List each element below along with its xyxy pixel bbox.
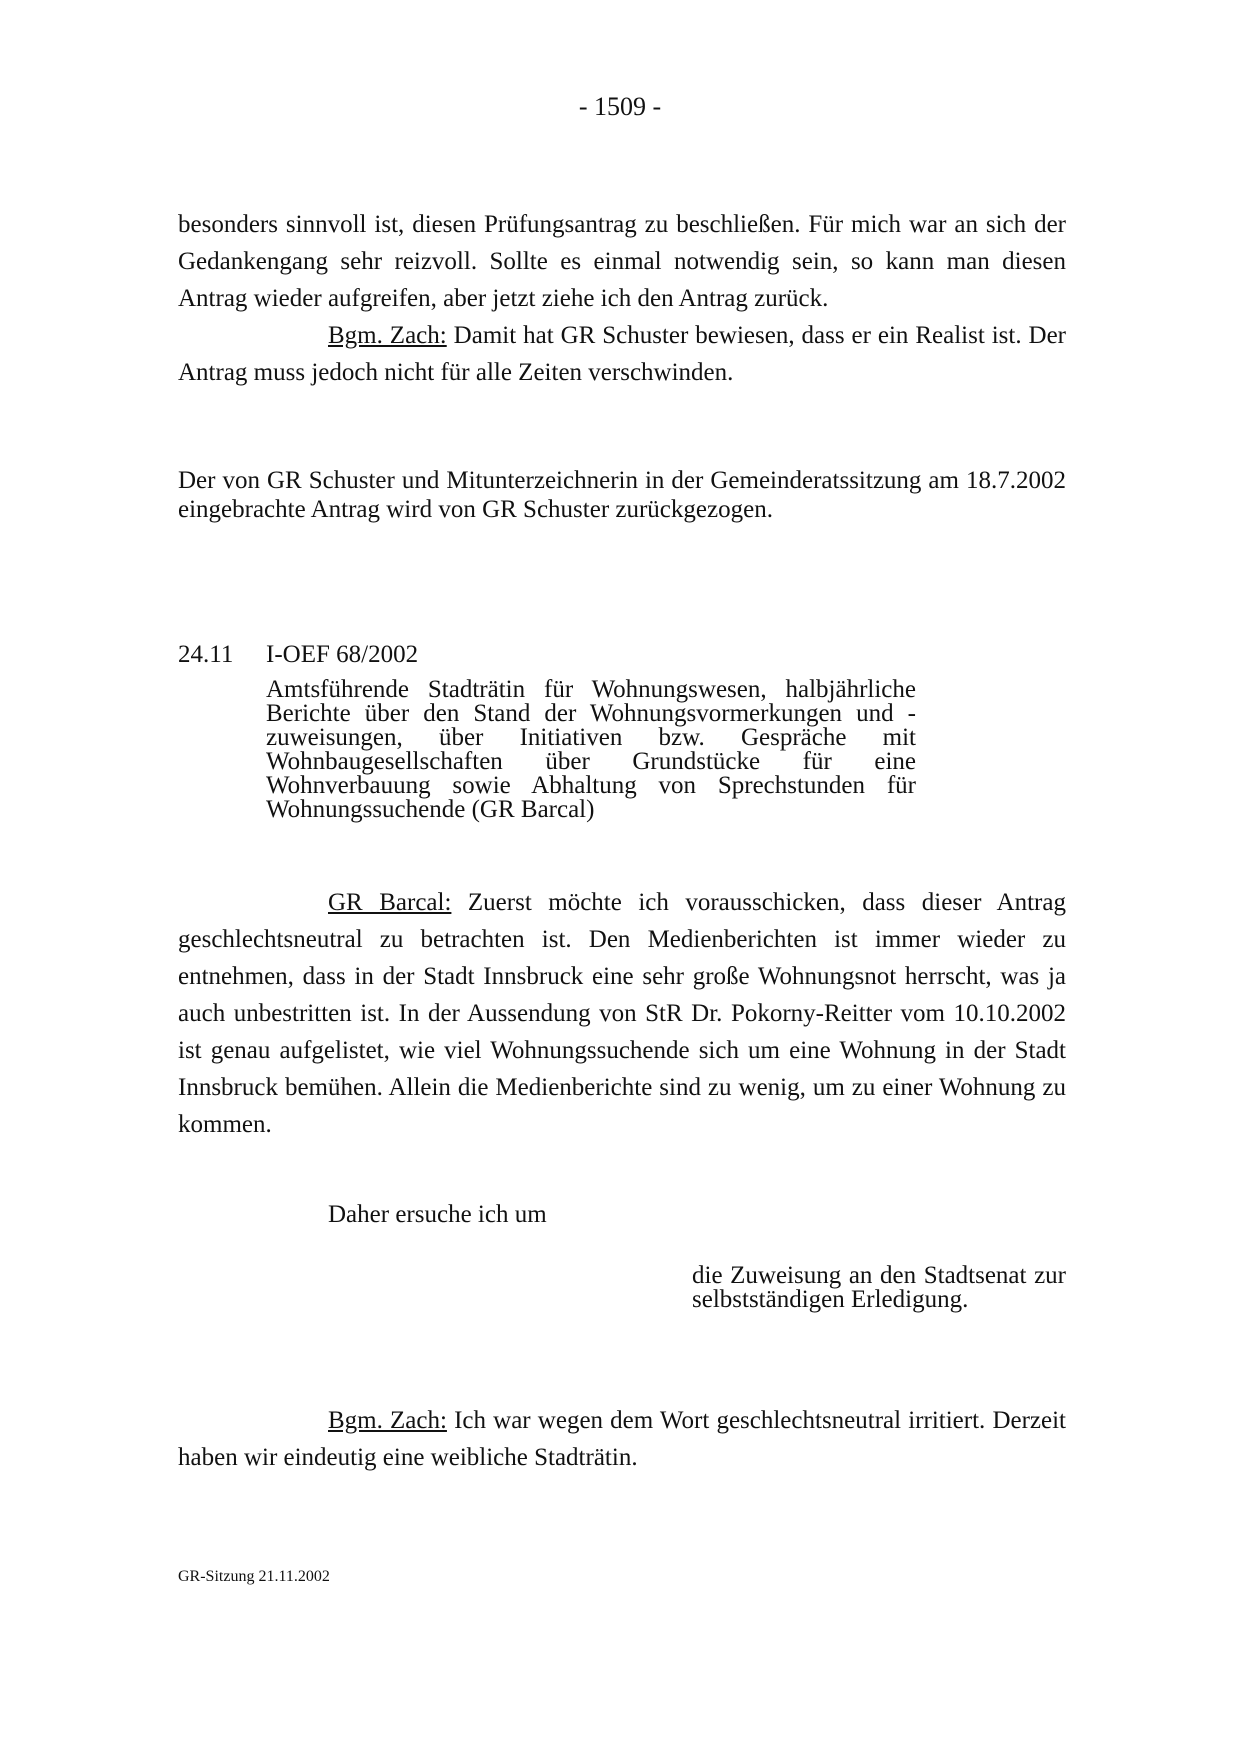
agenda-item-code: I-OEF 68/2002 xyxy=(266,641,419,668)
agenda-item-title: Amtsführende Stadträtin für Wohnungswesen, halbjährliche Berichte über den Stand der Wohnungsvormerkungen und -zuweisungen, über Initiativen bzw. Gespräche mit Wohnbaugesellschaften über Grundstücke für eine Wohnverbauung sowie Abhaltung von Sprechstunden für Wohnungssuchende (GR Barcal) xyxy=(266,676,916,823)
decision-paragraph: Der von GR Schuster und Mitunterzeichnerin in der Gemeinderatssitzung am 18.7.2002 eingebrachte Antrag wird von GR Schuster zurückgezogen. xyxy=(178,467,1066,523)
speaker-label: Bgm. Zach: xyxy=(328,322,447,349)
agenda-item-number: 24.11 xyxy=(178,641,234,668)
page-footer: GR-Sitzung 21.11.2002 xyxy=(178,1568,330,1585)
speech-text: Damit hat GR Schuster bewiesen, dass er ein Realist ist. Der Antrag muss jedoch nicht für alle Zeiten verschwinden. xyxy=(178,322,1067,386)
barcal-speech-paragraph xyxy=(178,884,1066,1143)
speaker-label: GR Barcal: xyxy=(328,889,452,916)
decision-section xyxy=(178,466,1066,524)
speaker-label: Bgm. Zach: xyxy=(328,1407,447,1434)
opening-section xyxy=(178,206,1066,391)
mayor-remark-paragraph xyxy=(178,317,1066,391)
request-intro: Daher ersuche ich um xyxy=(328,1201,547,1228)
speech-text: Zuerst möchte ich vorausschicken, dass dieser Antrag geschlechtsneutral zu betrachten ist. Den Medienberichten ist immer wieder zu entnehmen, dass in der Stadt Innsbruck eine sehr große Wohnungsnot herrscht, was ja auch unbestritten ist. In der Aussendung von StR Dr. Pokorny-Reitter vom 10.10.2002 ist genau aufgelistet, wie viel Wohnungssuchende sich um eine Wohnung in der Stadt Innsbruck bemühen. Allein die Medienberichte sind zu wenig, um zu einer Wohnung zu kommen. xyxy=(178,889,1066,1138)
motion-text: die Zuweisung an den Stadtsenat zur selbstständigen Erledigung. xyxy=(692,1262,1066,1313)
continuation-paragraph: besonders sinnvoll ist, diesen Prüfungsantrag zu beschließen. Für mich war an sich der Gedankengang sehr reizvoll. Sollte es einmal notwendig sein, so kann man diesen Antrag wieder aufgreifen, aber jetzt ziehe ich den Antrag zurück. xyxy=(178,211,1066,312)
page-number: - 1509 - xyxy=(578,92,662,121)
agenda-item-header xyxy=(178,636,418,673)
mayor-closing-paragraph xyxy=(178,1402,1066,1476)
speech-text: Ich war wegen dem Wort geschlechtsneutral irritiert. Derzeit haben wir eindeutig eine weibliche Stadträtin. xyxy=(178,1407,1066,1471)
closing-section xyxy=(178,1402,1066,1476)
barcal-section xyxy=(178,884,1066,1143)
